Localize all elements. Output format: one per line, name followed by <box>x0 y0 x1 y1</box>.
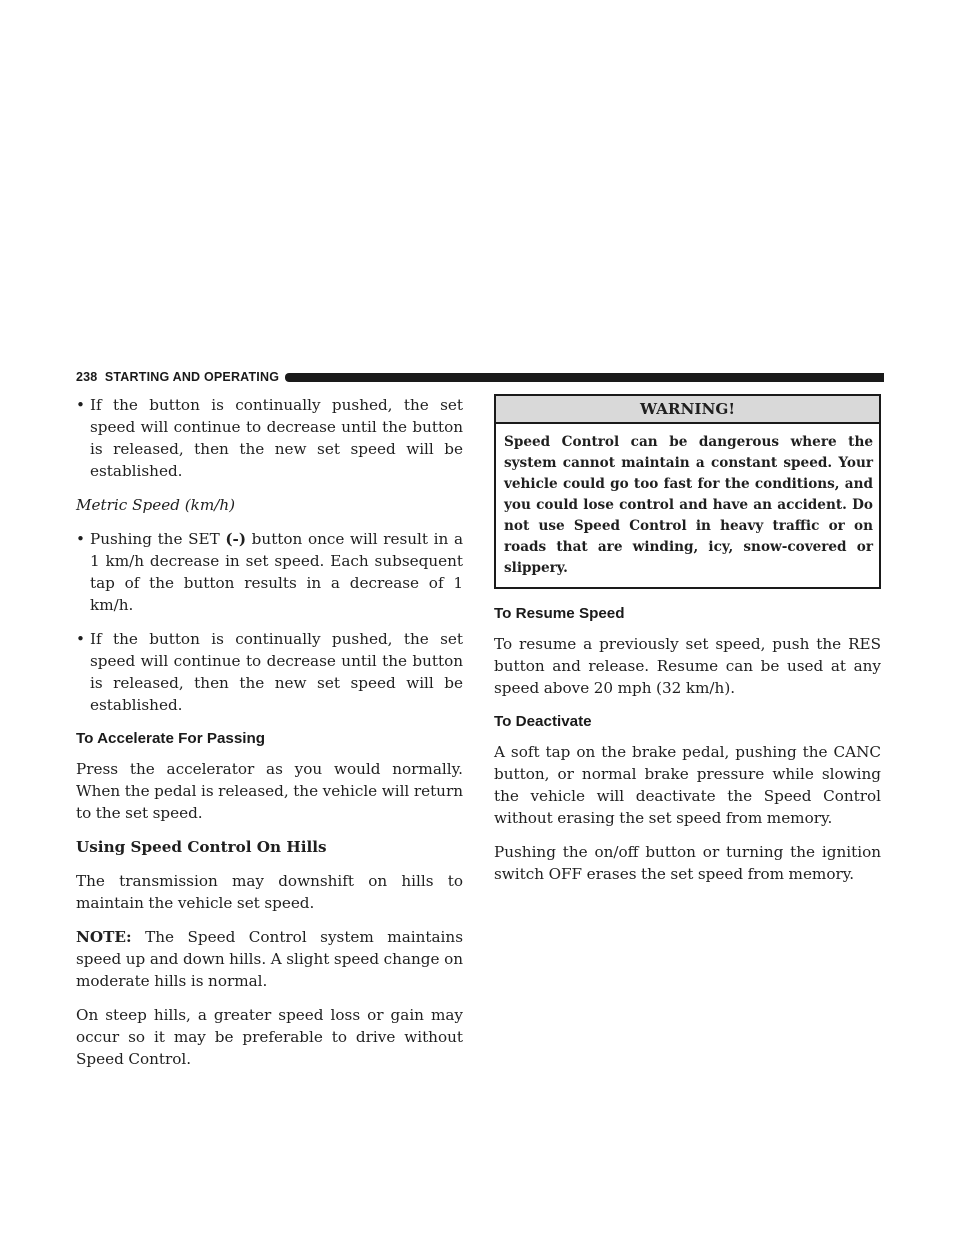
warning-text: Speed Control can be dangerous where the system cannot maintain a constant speed. Your vehicle could go too fast for the conditions, and you could lose control and have an accident. Do not use Speed Control in heavy traffic or on roads that are winding, icy, snow-covered or slippery. <box>504 434 873 576</box>
left-column <box>76 394 463 1082</box>
warning-box <box>494 394 881 589</box>
resume-heading: To Resume Speed <box>494 605 625 622</box>
hills-heading: Using Speed Control On Hills <box>76 838 327 856</box>
right-column <box>494 394 881 897</box>
steep-hills-paragraph: On steep hills, a greater speed loss or gain may occur so it may be preferable to drive without Speed Control. <box>76 1006 463 1068</box>
bullet-icon: • <box>76 630 85 648</box>
note-text: The Speed Control system maintains speed up and down hills. A slight speed change on moderate hills is normal. <box>76 928 463 990</box>
header-rule <box>285 373 884 382</box>
bullet-text-bold: (-) <box>225 530 247 548</box>
metric-speed-heading: Metric Speed (km/h) <box>76 496 236 514</box>
section-title: STARTING AND OPERATING <box>104 370 280 384</box>
hills-paragraph: The transmission may downshift on hills to maintain the vehicle set speed. <box>76 872 463 912</box>
bullet-icon: • <box>76 396 85 414</box>
page-header <box>76 370 884 384</box>
bullet-text: If the button is continually pushed, the set speed will continue to decrease until the button is released, then the new set speed will be established. <box>90 630 463 714</box>
deactivate-paragraph-2: Pushing the on/off button or turning the ignition switch OFF erases the set speed from memory. <box>494 843 881 883</box>
bullet-text-pre: Pushing the SET <box>90 530 226 548</box>
page-number: 238 <box>76 370 98 384</box>
bullet-item <box>76 394 463 482</box>
accelerate-heading: To Accelerate For Passing <box>76 730 266 747</box>
bullet-text <box>90 530 463 614</box>
bullet-icon: • <box>76 530 85 548</box>
page-header-text <box>76 370 279 384</box>
deactivate-heading: To Deactivate <box>494 713 592 730</box>
bullet-item <box>76 528 463 616</box>
bullet-text-post: button once will result in a 1 km/h decrease in set speed. Each subsequent tap of the button results in a decrease of 1 km/h. <box>90 530 463 614</box>
deactivate-paragraph: A soft tap on the brake pedal, pushing the CANC button, or normal brake pressure while slowing the vehicle will deactivate the Speed Control without erasing the set speed from memory. <box>494 743 881 827</box>
note-paragraph <box>76 926 463 992</box>
bullet-text: If the button is continually pushed, the set speed will continue to decrease until the button is released, then the new set speed will be established. <box>90 396 463 480</box>
warning-title: WARNING! <box>496 396 879 424</box>
note-label: NOTE: <box>76 928 132 946</box>
resume-paragraph: To resume a previously set speed, push the RES button and release. Resume can be used at any speed above 20 mph (32 km/h). <box>494 635 881 697</box>
bullet-item <box>76 628 463 716</box>
accelerate-paragraph: Press the accelerator as you would normally. When the pedal is released, the vehicle will return to the set speed. <box>76 760 463 822</box>
